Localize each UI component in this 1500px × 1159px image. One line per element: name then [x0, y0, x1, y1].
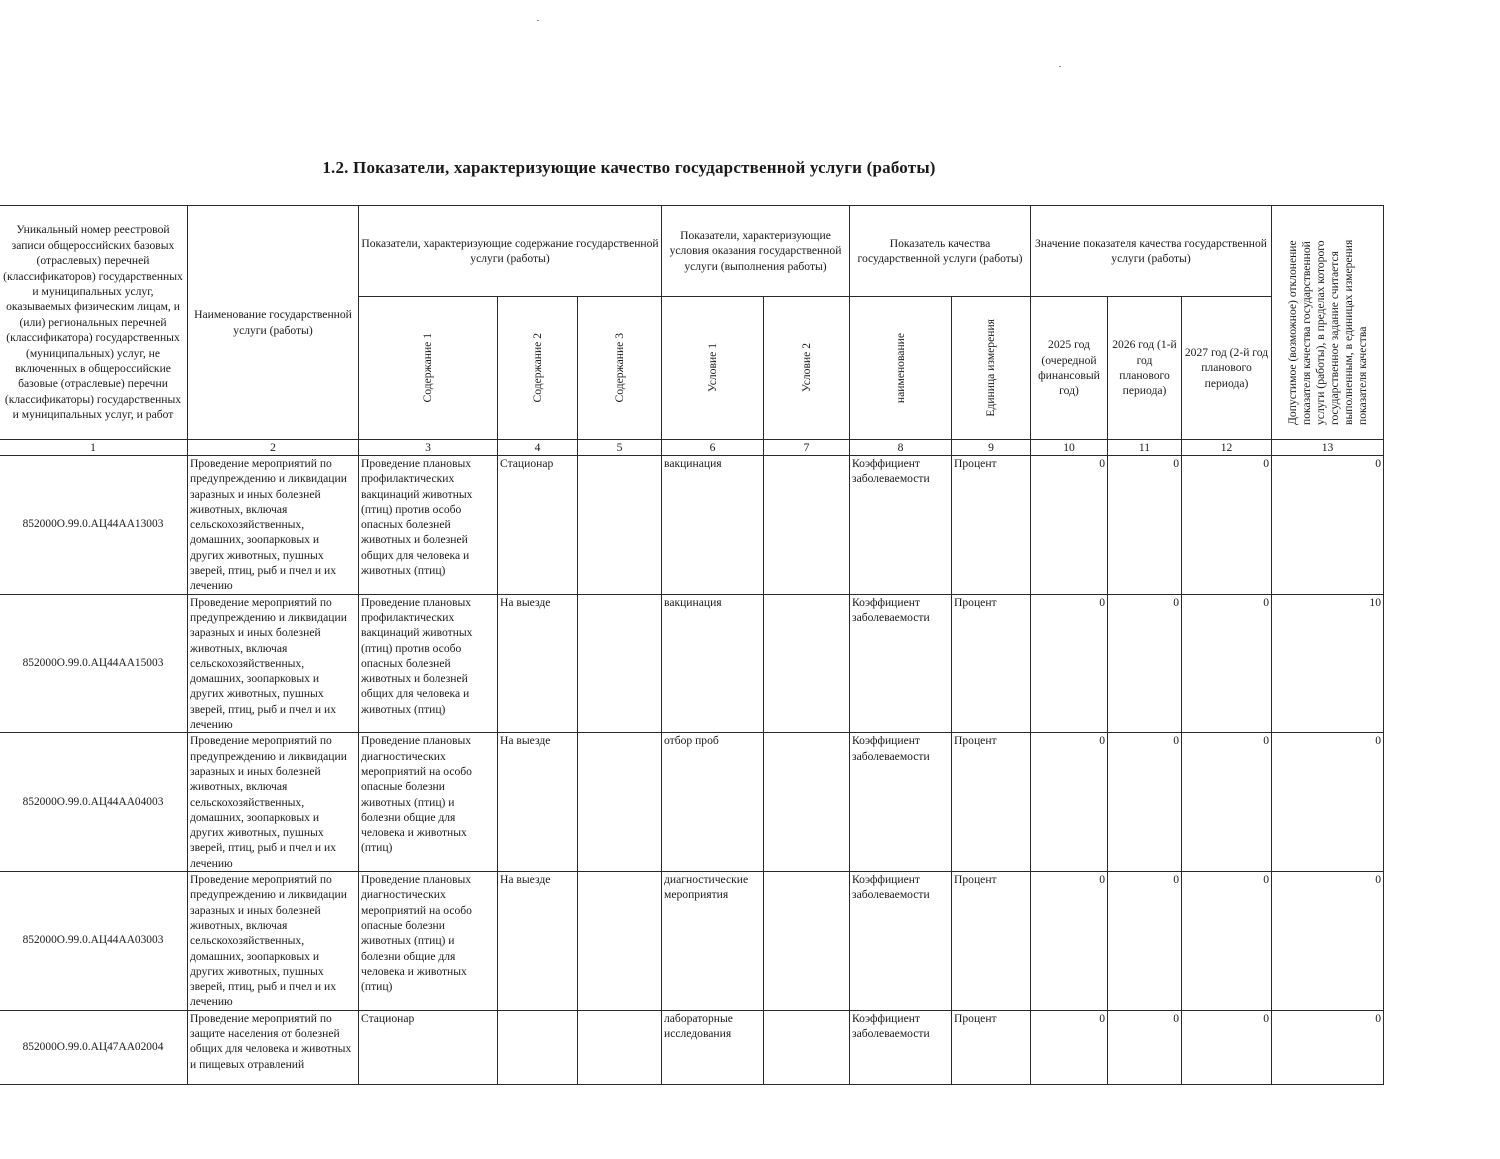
- value-2026: 0: [1108, 1010, 1182, 1084]
- section-title: 1.2. Показатели, характеризующие качество государственной услуги (работы): [322, 158, 936, 177]
- value-2025: 0: [1031, 594, 1108, 733]
- service-name: Проведение мероприятий по предупреждению и ликвидации заразных и иных болезней животных, включая сельскохозяйственных, домашних, зоопарковых и других животных, пушных зверей, птиц, рыб и пчел и их лечению: [188, 733, 359, 872]
- header-deviation-text: Допустимое (возможное) отклонение показателя качества государственной услуги (работы), в пределах которого государственное задание считается выполненным, в единицах измерения показателя качества: [1285, 239, 1369, 425]
- quality-indicators-table: [0, 205, 1384, 1085]
- value-2026: 0: [1108, 872, 1182, 1011]
- header-year-2027: 2027 год (2-й год планового периода): [1182, 297, 1272, 440]
- unit: Процент: [952, 733, 1031, 872]
- value-2027: 0: [1182, 594, 1272, 733]
- condition-1: диагностические мероприятия: [662, 872, 764, 1011]
- content-2: На выезде: [498, 594, 578, 733]
- indicator-name: Коэффициент заболеваемости: [850, 872, 952, 1011]
- content-2: На выезде: [498, 733, 578, 872]
- header-year-2025: 2025 год (очередной финансовый год): [1031, 297, 1108, 440]
- header-indicator-name-text: наименование: [893, 332, 907, 404]
- content-3: [578, 733, 662, 872]
- service-name: Проведение мероприятий по защите населения от болезней общих для человека и животных и пищевых отравлений: [188, 1010, 359, 1084]
- column-number: 13: [1272, 440, 1384, 456]
- value-2026: 0: [1108, 456, 1182, 595]
- column-number: 1: [0, 440, 188, 456]
- unit: Процент: [952, 1010, 1031, 1084]
- header-content-1-text: Содержание 1: [421, 333, 435, 403]
- value-2027: 0: [1182, 456, 1272, 595]
- condition-2: [764, 1010, 850, 1084]
- column-number: 5: [578, 440, 662, 456]
- content-3: [578, 594, 662, 733]
- column-number: 7: [764, 440, 850, 456]
- indicator-name: Коэффициент заболеваемости: [850, 1010, 952, 1084]
- registry-code: 852000О.99.0.АЦ44АА03003: [0, 872, 188, 1011]
- table-row: [0, 594, 1384, 733]
- header-content-3-text: Содержание 3: [612, 333, 626, 403]
- header-year-2026: 2026 год (1-й год планового периода): [1108, 297, 1182, 440]
- table-row: [0, 456, 1384, 595]
- unit: Процент: [952, 456, 1031, 595]
- value-2025: 0: [1031, 872, 1108, 1011]
- column-number: 11: [1108, 440, 1182, 456]
- column-number: 6: [662, 440, 764, 456]
- header-service-name: Наименование государственной услуги (работы): [188, 206, 359, 440]
- column-number: 10: [1031, 440, 1108, 456]
- header-content-2: [498, 297, 578, 440]
- unit: Процент: [952, 594, 1031, 733]
- condition-1: вакцинация: [662, 456, 764, 595]
- content-1: Стационар: [359, 1010, 498, 1084]
- content-2: [498, 1010, 578, 1084]
- condition-2: [764, 456, 850, 595]
- registry-code: 852000О.99.0.АЦ44АА13003: [0, 456, 188, 595]
- column-number: 12: [1182, 440, 1272, 456]
- value-2025: 0: [1031, 1010, 1108, 1084]
- indicator-name: Коэффициент заболеваемости: [850, 594, 952, 733]
- header-content-group: Показатели, характеризующие содержание государственной услуги (работы): [359, 206, 662, 297]
- scan-speck: [537, 20, 539, 21]
- header-indicator-name: [850, 297, 952, 440]
- content-3: [578, 872, 662, 1011]
- indicator-name: Коэффициент заболеваемости: [850, 733, 952, 872]
- column-number: 4: [498, 440, 578, 456]
- registry-code: 852000О.99.0.АЦ44АА15003: [0, 594, 188, 733]
- content-1: Проведение плановых диагностических мероприятий на особо опасные болезни животных (птиц) и болезни общие для человека и животных (птиц): [359, 872, 498, 1011]
- condition-2: [764, 733, 850, 872]
- content-3: [578, 1010, 662, 1084]
- scan-speck: [1059, 66, 1061, 67]
- value-2027: 0: [1182, 872, 1272, 1011]
- header-condition-2-text: Условие 2: [799, 343, 813, 393]
- header-deviation: [1272, 206, 1384, 440]
- indicator-name: Коэффициент заболеваемости: [850, 456, 952, 595]
- header-condition-2: [764, 297, 850, 440]
- value-2026: 0: [1108, 733, 1182, 872]
- service-name: Проведение мероприятий по предупреждению и ликвидации заразных и иных болезней животных, включая сельскохозяйственных, домашних, зоопарковых и других животных, пушных зверей, птиц, рыб и пчел и их лечению: [188, 456, 359, 595]
- header-unique-number: Уникальный номер реестровой записи общероссийских базовых (отраслевых) перечней (классификаторов) государственных и муниципальных услуг, оказываемых физическим лицам, и (или) региональных перечней (классификатора) государственных (муниципальных) услуг, не включенных в общероссийские базовые (отраслевые) перечни (классификаторы) государственных и муниципальных услуг, и работ: [0, 206, 188, 440]
- header-unit-text: Единица измерения: [984, 319, 998, 417]
- header-content-2-text: Содержание 2: [530, 333, 544, 403]
- table-row: [0, 1010, 1384, 1084]
- condition-2: [764, 594, 850, 733]
- deviation-value: 0: [1272, 872, 1384, 1011]
- value-2027: 0: [1182, 1010, 1272, 1084]
- condition-1: отбор проб: [662, 733, 764, 872]
- registry-code: 852000О.99.0.АЦ47АА02004: [0, 1010, 188, 1084]
- column-number: 8: [850, 440, 952, 456]
- registry-code: 852000О.99.0.АЦ44АА04003: [0, 733, 188, 872]
- table-row: [0, 872, 1384, 1011]
- column-number: 9: [952, 440, 1031, 456]
- content-1: Проведение плановых профилактических вакцинаций животных (птиц) против особо опасных болезней животных и болезней общих для человека и животных (птиц): [359, 456, 498, 595]
- table-row: [0, 733, 1384, 872]
- content-2: На выезде: [498, 872, 578, 1011]
- header-conditions-group: Показатели, характеризующие условия оказания государственной услуги (выполнения работы): [662, 206, 850, 297]
- deviation-value: 0: [1272, 456, 1384, 595]
- condition-1: вакцинация: [662, 594, 764, 733]
- header-quality-group: Показатель качества государственной услуги (работы): [850, 206, 1031, 297]
- unit: Процент: [952, 872, 1031, 1011]
- content-3: [578, 456, 662, 595]
- deviation-value: 0: [1272, 733, 1384, 872]
- header-condition-1: [662, 297, 764, 440]
- condition-1: лабораторные исследования: [662, 1010, 764, 1084]
- column-number: 2: [188, 440, 359, 456]
- content-1: Проведение плановых профилактических вакцинаций животных (птиц) против особо опасных болезней животных и болезней общих для человека и животных (птиц): [359, 594, 498, 733]
- column-number-row: [0, 440, 1384, 456]
- value-2027: 0: [1182, 733, 1272, 872]
- service-name: Проведение мероприятий по предупреждению и ликвидации заразных и иных болезней животных, включая сельскохозяйственных, домашних, зоопарковых и других животных, пушных зверей, птиц, рыб и пчел и их лечению: [188, 594, 359, 733]
- header-value-group: Значение показателя качества государственной услуги (работы): [1031, 206, 1272, 297]
- header-content-1: [359, 297, 498, 440]
- value-2025: 0: [1031, 733, 1108, 872]
- condition-2: [764, 872, 850, 1011]
- value-2026: 0: [1108, 594, 1182, 733]
- header-content-3: [578, 297, 662, 440]
- column-number: 3: [359, 440, 498, 456]
- service-name: Проведение мероприятий по предупреждению и ликвидации заразных и иных болезней животных, включая сельскохозяйственных, домашних, зоопарковых и других животных, пушных зверей, птиц, рыб и пчел и их лечению: [188, 872, 359, 1011]
- header-condition-1-text: Условие 1: [705, 343, 719, 393]
- header-unit: [952, 297, 1031, 440]
- value-2025: 0: [1031, 456, 1108, 595]
- deviation-value: 0: [1272, 1010, 1384, 1084]
- deviation-value: 10: [1272, 594, 1384, 733]
- content-2: Стационар: [498, 456, 578, 595]
- content-1: Проведение плановых диагностических мероприятий на особо опасные болезни животных (птиц) и болезни общие для человека и животных (птиц): [359, 733, 498, 872]
